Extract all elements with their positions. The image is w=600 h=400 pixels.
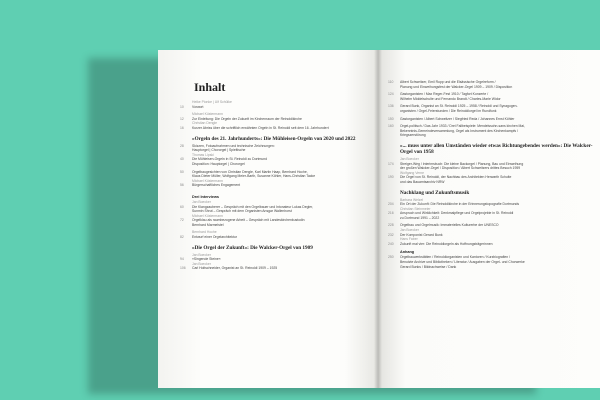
- toc-entry-title: Gerard Bunk, Organist an St. Reinoldi 1925 – 1958 / Reinoldi und Synagogen-: [400, 104, 518, 109]
- toc-section-title: »... muss unter allen Umständen wieder etwas Richtungebendes werden«: Die Walcker-Orgel von 1958: [400, 142, 593, 155]
- toc-entry-title: Orgelbauwerkstätten / Reinoldiorganisten und Kantoren / Kurzbiografien /: [400, 255, 511, 260]
- toc-page-number: 190: [388, 175, 394, 180]
- toc-entry-title: Disposition: Hauptorgel | Chororgel: [192, 161, 245, 166]
- toc-author: Hans Faber: [400, 237, 418, 242]
- toc-page-number: 94: [180, 257, 184, 262]
- toc-page-number: 72: [180, 218, 184, 223]
- toc-entry-title: Der Komponist Gerard Bunk: [400, 232, 443, 237]
- toc-author: Michael Küstermann: [192, 213, 223, 218]
- toc-entry-title: Die Orgel von St. Reinoldi, der Nachbau des Architekten Herwarth Schulte: [400, 175, 512, 180]
- toc-page-number: 110: [388, 80, 394, 84]
- toc-entry: [388, 265, 598, 270]
- toc-entry-title: Planung und Einweihungsfest der Walcker-Orgel 1909 – 1909 / Disposition: [400, 84, 513, 89]
- toc-page-number: 60: [180, 204, 184, 209]
- toc-entry-title: zu Dortmund 1991 – 2022: [400, 215, 440, 220]
- toc-page-number: 124: [388, 92, 394, 97]
- toc-entry: [388, 85, 598, 90]
- toc-entry-title: Zukunft mal vier: Die Reinoldiorgeln als Hoffnungsträgerinnen: [400, 241, 493, 246]
- toc-entry-title: Carl Holtschneider, Organist an St. Reinoldi 1909 – 1925: [192, 266, 278, 271]
- toc-author: Michael Küstermann: [192, 178, 223, 183]
- toc-section-title: Nachklang und Zukunftsmusik: [400, 189, 470, 196]
- toc-entry-title: Orgelklau als raumbezogene Arbeit – Gespräch mit Landeskirchenkustodin: [192, 218, 305, 223]
- left-page: [158, 50, 378, 388]
- toc-entry-title: Gastorganisten / Albert Schweitzer / Siegfried Reda / Johannes Ernst Köhler: [400, 116, 515, 121]
- toc-entry-title: organisten / Orgel-Feierstunden / Die Reinoldiorgel im Rundfunk: [400, 108, 497, 113]
- toc-author: Bernhard Hoche: [192, 230, 217, 235]
- toc-entry-title: Orgelbaugesichten von Christian Dengle, Karl Martin Haap, Bernhard Hoche,: [192, 169, 308, 174]
- toc-entry-title: Orgelbau und Orgelmusik: Immaterielles Kulturerbe der UNESCO: [400, 223, 499, 228]
- toc-entry: [180, 235, 370, 240]
- toc-entry-title: Albert Schweitzer, Emil Rupp und die Elsässische Orgelreform /: [400, 80, 496, 84]
- toc-page-number: 216: [388, 211, 394, 216]
- toc-entry-title: Bernhard Marmelstel: [192, 222, 224, 227]
- toc-entry-title: Die Klangzauberer – Gespräch mit den Orgelbauer und Intonateur Lukas Degler,: [192, 204, 314, 209]
- toc-subheading: Anhang: [400, 250, 415, 255]
- toc-page-number: 28: [180, 143, 184, 148]
- toc-entry: [388, 242, 598, 247]
- toc-entry-title: Wilhelm Middelschulte und Fernando Brandt / Charles-Marie Widor: [400, 96, 501, 101]
- toc-author: Jan Boecker: [192, 199, 211, 204]
- toc-entry: [388, 97, 598, 102]
- toc-page-number: 250: [388, 255, 394, 260]
- toc-page-number: 50: [180, 169, 184, 174]
- toc-entry-title: Kurzer Abriss über die schriftlich erwähnten Orgeln in St. Reinoldi seit dem 16. Jahrhundert: [192, 125, 329, 130]
- toc-page-number: 160: [388, 124, 394, 129]
- toc-entry-title: und das Bauamtsarchiv NRW: [400, 179, 445, 184]
- toc-right: [388, 80, 598, 269]
- toc-page-number: 12: [180, 116, 184, 121]
- toc-page-number: 40: [180, 157, 184, 162]
- toc-page-number: 228: [388, 223, 394, 228]
- toc-entry: [180, 223, 370, 228]
- toc-page-number: 10: [180, 104, 184, 109]
- toc-author: Jan Boecker: [192, 252, 211, 257]
- toc-entry-title: Anspruch und Wirklichkeit: Denkmalpflege und Orgelprojekte in St. Reinoldi: [400, 211, 514, 216]
- toc-entry-title: Gerard Bunks / Bildnachweise / Dank: [400, 264, 457, 269]
- toc-entry-title: Gastorganisten / Max Reger-Fest 1910 / Tagfort Konzerte /: [400, 92, 489, 97]
- toc-author: Christian Dengle: [192, 121, 218, 126]
- toc-section-title: »Orgeln des 21. Jahrhunderts«: Die Mühleisen-Orgeln von 2020 und 2022: [192, 135, 356, 142]
- toc-entry-title: Bürgerschaftliches Engagement: [192, 183, 241, 188]
- toc-author: Jan Boecker: [400, 156, 419, 161]
- right-page: [378, 50, 600, 388]
- toc-entry-title: Kriegszerstörung: [400, 133, 426, 138]
- toc-entry: [388, 180, 598, 185]
- book-gutter: [374, 50, 382, 388]
- toc-entry: [180, 266, 370, 271]
- toc-entry-title: Klaus Dieter Müller, Wolfgang Meier-Barth, Susanne Köhler, Hans-Christian Tacke: [192, 174, 316, 179]
- toc-entry: [388, 216, 598, 221]
- toc-entry: [180, 162, 370, 167]
- toc-page-number: 150: [388, 116, 394, 121]
- toc-entry-title: Benutzte Archive und Bibliotheken / Literatur / Ausgaben der Orgel- und Chorwerke: [400, 260, 525, 265]
- toc-entry: [388, 133, 598, 138]
- toc-section-title: »Die Orgel der Zukunft«: Die Walcker-Orgel von 1909: [192, 244, 313, 251]
- toc-page-number: 136: [388, 104, 394, 109]
- toc-author: Thomas Lipski: [192, 152, 214, 157]
- page-heading: Inhalt: [194, 80, 226, 94]
- toc-entry: [388, 109, 598, 114]
- toc-page-number: 174: [388, 161, 394, 166]
- toc-author: Wolfgang Verne: [400, 170, 425, 175]
- toc-entry-title: Hauptorgel | Chororgel | Spieltische: [192, 148, 246, 153]
- toc-entry-title: Streiger-Weg / Interimsbuch: Die kleine Backorgel / Planung, Bau und Einweihung: [400, 161, 524, 166]
- toc-entry-title: Orgel-politisch / Das Jahr 1933 / Drei Fallbeispiele: Mendelssohn-sans kirchen Mai,: [400, 124, 525, 129]
- toc-entry-title: Ein Ort der Zukunft: Die Reinoldikirche in der Erinnerungstopografie Dortmunds: [400, 202, 520, 207]
- toc-entry: [180, 126, 370, 131]
- toc-author: Jan Boecker: [400, 228, 419, 233]
- toc-page-number: 204: [388, 202, 394, 207]
- toc-entry: [388, 117, 598, 122]
- toc-entry-title: Zur Einleitung: Die Orgeln der Zukunft im Kirchenraum der Reinoldikirche: [192, 116, 302, 121]
- toc-page-number: 240: [388, 241, 394, 246]
- toc-entry-title: Sunmin Shrut – Gespräch mit dem Organisten Ansgar Wallenhorst: [192, 209, 292, 214]
- toc-entry: [180, 105, 370, 110]
- toc-entry-title: Bekenntnis-Gemeindeversammlung, Orgel als Instrument des Kirchenkampfs /: [400, 128, 518, 133]
- toc-entry-title: Entwurf einer Orgelarchitektur: [192, 235, 238, 240]
- toc-page-number: 56: [180, 183, 184, 188]
- toc-left: [180, 100, 370, 271]
- toc-page-number: 16: [180, 125, 184, 130]
- toc-author: Michael Küstermann: [192, 112, 223, 117]
- toc-author: Barbara Welzel: [400, 197, 424, 202]
- toc-page-number: 82: [180, 235, 184, 240]
- toc-entry-title: der großen Walcker-Orgel / Disposition / Albert Schweitzers drittes Besuch 1959: [400, 166, 521, 171]
- toc-entry-title: Vorwort: [192, 104, 204, 109]
- toc-entry-title: »Singende Steine«: [192, 257, 221, 262]
- toc-page-number: 232: [388, 232, 394, 237]
- toc-subheading: Drei Interviews: [192, 194, 220, 199]
- toc-author: Christian Steinmeier: [400, 206, 431, 211]
- toc-author: Jan Boecker: [192, 261, 211, 266]
- toc-entry-title: Die Mühleisen-Orgeln in St. Reinoldi zu Dortmund: [192, 157, 268, 162]
- toc-entry-title: Skizzen, Fotoaufnahmen und technische Zeichnungen:: [192, 143, 275, 148]
- toc-spacer: [180, 188, 370, 191]
- open-book: [80, 50, 593, 390]
- toc-author: Heike Pionke | Ulf Schülke: [192, 100, 232, 104]
- toc-entry: [180, 183, 370, 188]
- toc-page-number: 106: [180, 266, 186, 271]
